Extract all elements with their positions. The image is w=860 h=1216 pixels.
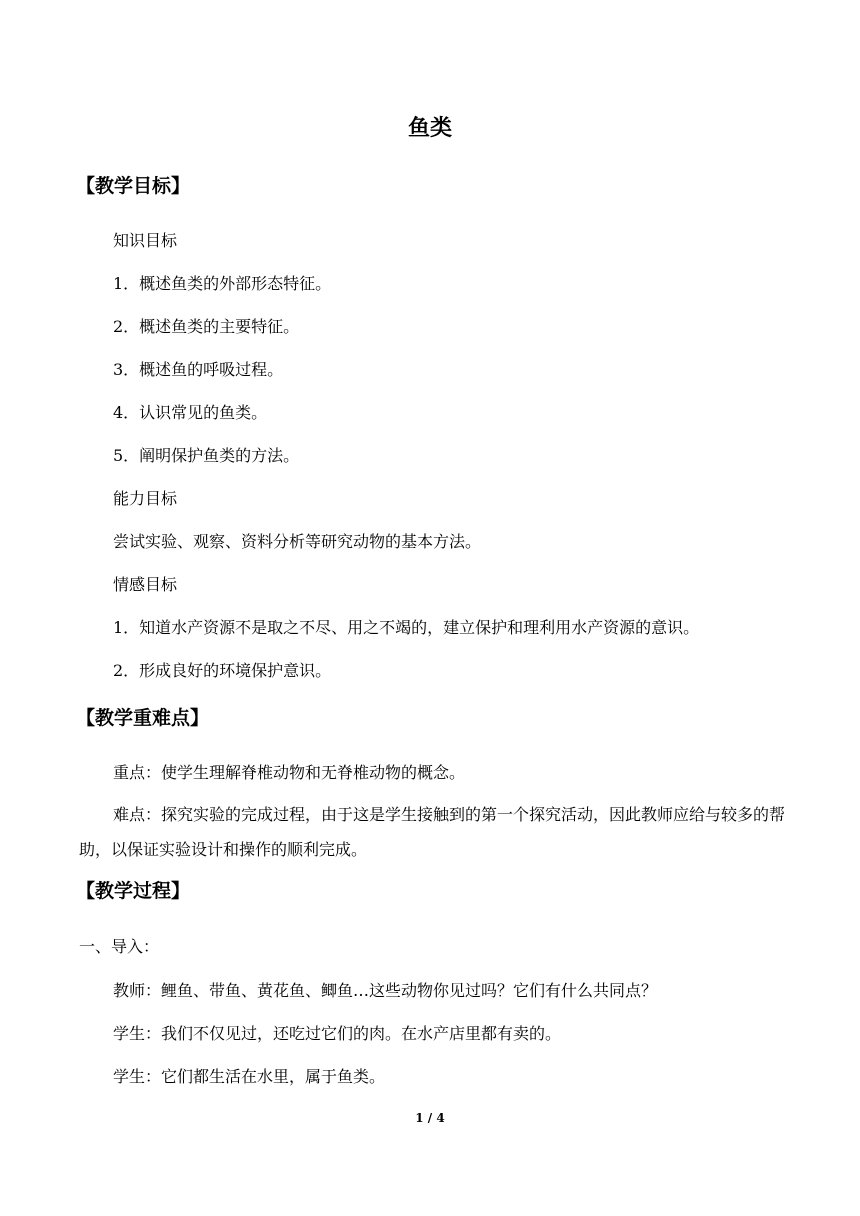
key-point-focus: 重点：使学生理解脊椎动物和无脊椎动物的概念。 [113,763,466,782]
key-point-difficulty: 难点：探究实验的完成过程，由于这是学生接触到的第一个探究活动，因此教师应给与较多的帮助，以保证实验设计和操作的顺利完成。 [79,805,786,859]
section-heading-process: 【教学过程】 [76,880,191,902]
emotion-objectives-label: 情感目标 [113,575,178,594]
section-heading-key-points: 【教学重难点】 [76,707,210,729]
emotion-item: 2．形成良好的环境保护意识。 [113,661,332,680]
section-heading-objectives: 【教学目标】 [76,175,191,197]
page-title: 鱼类 [407,115,452,141]
page-number: 1 / 4 [415,1111,445,1125]
emotion-item: 1．知道水产资源不是取之不尽、用之不竭的，建立保护和理利用水产资源的意识。 [113,618,700,637]
dialogue-line: 学生：它们都生活在水里，属于鱼类。 [113,1067,386,1086]
knowledge-item: 1．概述鱼类的外部形态特征。 [113,274,332,293]
knowledge-item: 2．概述鱼类的主要特征。 [113,317,300,336]
ability-objectives-label: 能力目标 [113,489,178,508]
knowledge-item: 5．阐明保护鱼类的方法。 [113,446,300,465]
dialogue-line: 学生：我们不仅见过，还吃过它们的肉。在水产店里都有卖的。 [113,1024,562,1043]
knowledge-objectives-label: 知识目标 [113,231,178,250]
knowledge-item: 4．认识常见的鱼类。 [113,403,268,422]
intro-label: 一、导入： [79,937,160,956]
dialogue-line: 教师：鲤鱼、带鱼、黄花鱼、鲫鱼…这些动物你见过吗？它们有什么共同点？ [113,981,658,1000]
ability-objective-text: 尝试实验、观察、资料分析等研究动物的基本方法。 [113,532,482,551]
knowledge-item: 3．概述鱼的呼吸过程。 [113,360,284,379]
